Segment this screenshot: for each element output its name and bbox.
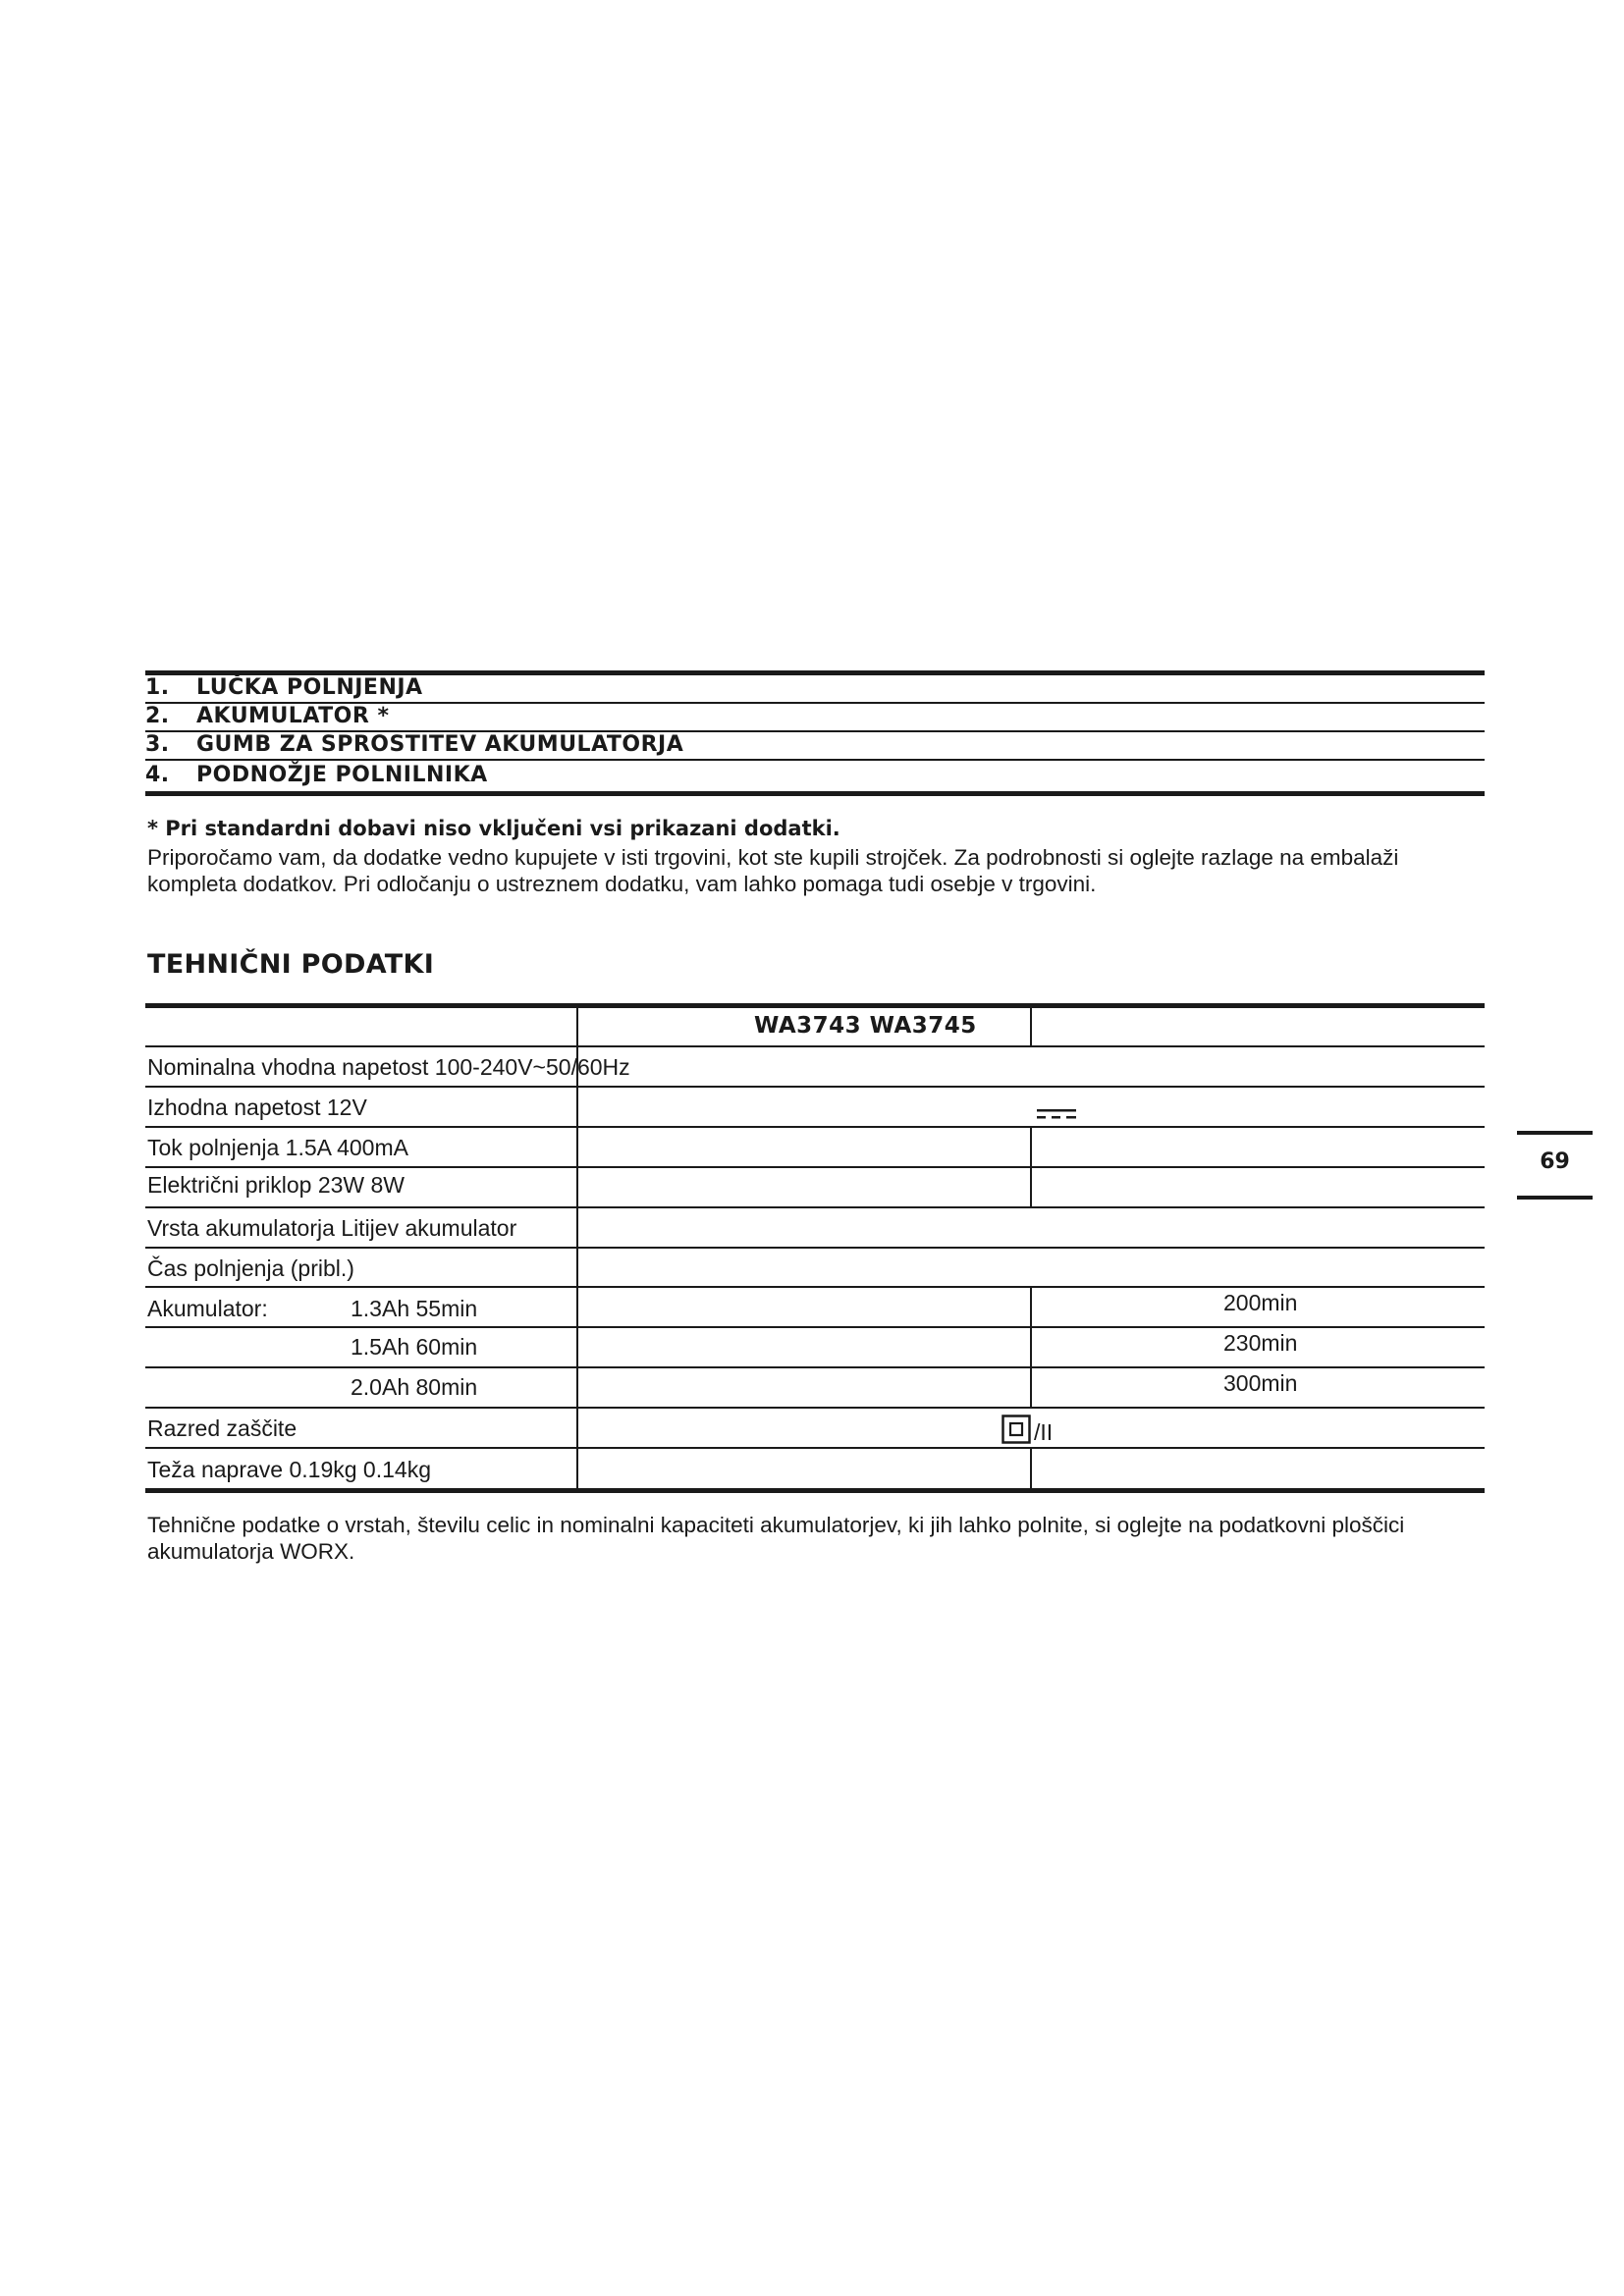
battery-type: Vrsta akumulatorja Litijev akumulator [147,1215,517,1241]
parts-item-label: AKUMULATOR * [196,704,390,728]
footer-note: Tehnične podatke o vrstah, številu celic in nominalni kapaciteti akumulatorjev, ki jih lahko polnite, si oglejte na podatkovni ploščici akumulatorja WORX. [147,1513,1405,1564]
table-rule [145,1247,1485,1249]
charge-time-label: Čas polnjenja (pribl.) [147,1255,354,1281]
parts-item [145,732,1485,761]
parts-list [145,670,1485,796]
protection-class-value: /II [1034,1419,1054,1445]
charge-time-1: 200min [1223,1290,1298,1315]
table-rule [145,1286,1485,1288]
parts-item-number: 2. [145,704,170,728]
parts-item-number: 1. [145,675,170,700]
table-rule [145,1447,1485,1449]
device-weight: Teža naprave 0.19kg 0.14kg [147,1457,431,1482]
table-rule [145,1407,1485,1409]
table-rule [145,1366,1485,1368]
model-header: WA3743 WA3745 [754,1013,977,1039]
column-divider [1030,1003,1032,1045]
battery-capacity-1: 1.3Ah 55min [351,1296,478,1321]
charge-current: Tok polnjenja 1.5A 400mA [147,1135,408,1160]
charge-time-2: 230min [1223,1330,1298,1356]
double-insulation-icon [1001,1415,1031,1444]
parts-item-number: 4. [145,763,170,787]
column-divider [1030,1126,1032,1206]
accessories-note-title: * Pri standardni dobavi niso vključeni vsi prikazani dodatki. [147,817,840,840]
section-title: TEHNIČNI PODATKI [147,949,435,980]
electrical-power: Električni priklop 23W 8W [147,1172,406,1198]
battery-capacity-3: 2.0Ah 80min [351,1374,478,1400]
column-divider [1030,1447,1032,1493]
parts-item-label: LUČKA POLNJENJA [196,675,423,700]
page-number-tab [1517,1131,1593,1200]
dc-current-icon [1037,1107,1076,1121]
tech-data-table [145,1003,1485,1499]
parts-item [145,704,1485,732]
table-rule [145,1045,1485,1047]
parts-item-label: GUMB ZA SPROSTITEV AKUMULATORJA [196,732,684,757]
parts-item [145,675,1485,704]
protection-class: Razred zaščite [147,1415,298,1441]
table-rule [145,1126,1485,1128]
input-voltage: Nominalna vhodna napetost 100-240V~50/60Hz [147,1054,630,1080]
column-divider [1030,1286,1032,1407]
page-number: 69 [1540,1149,1570,1174]
battery-label: Akumulator: [147,1296,268,1321]
parts-item-label: PODNOŽJE POLNILNIKA [196,763,488,787]
table-rule [145,1206,1485,1208]
battery-capacity-2: 1.5Ah 60min [351,1334,478,1360]
accessories-note-text: Priporočamo vam, da dodatke vedno kupujete v isti trgovini, kot ste kupili strojček. Za podrobnosti si oglejte razlage na embalaži kompleta dodatkov. Pri odločanju o ustreznem dodatku, vam lahko pomaga tudi osebje v trgovini. [147,845,1399,896]
table-rule [145,1003,1485,1008]
table-rule [145,1166,1485,1168]
table-rule [145,1326,1485,1328]
output-voltage: Izhodna napetost 12V [147,1095,367,1120]
charge-time-3: 300min [1223,1370,1298,1396]
parts-item-number: 3. [145,732,170,757]
parts-item [145,761,1485,796]
table-rule [145,1488,1485,1493]
table-rule [145,1086,1485,1088]
